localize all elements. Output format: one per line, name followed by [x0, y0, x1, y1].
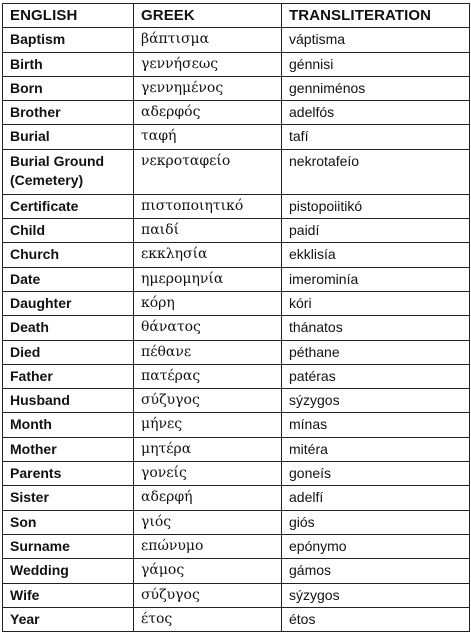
greek-term: θάνατος — [134, 316, 282, 340]
table-row — [3, 510, 470, 534]
table-row — [3, 364, 470, 388]
glossary-table — [2, 3, 470, 632]
transliteration-term: adelfí — [282, 486, 470, 510]
greek-term: γονείς — [134, 462, 282, 486]
english-term: Wedding — [3, 559, 134, 583]
greek-term: σύζυγος — [134, 389, 282, 413]
greek-term: έτος — [134, 607, 282, 631]
table-body — [3, 28, 470, 632]
table-row — [3, 583, 470, 607]
greek-term: κόρη — [134, 291, 282, 315]
table-row — [3, 316, 470, 340]
greek-term: μητέρα — [134, 437, 282, 461]
english-term: Father — [3, 364, 134, 388]
greek-term: αδερφός — [134, 101, 282, 125]
table-row — [3, 389, 470, 413]
english-term: Death — [3, 316, 134, 340]
transliteration-term: mitéra — [282, 437, 470, 461]
table-header — [3, 4, 470, 28]
greek-term: βάπτισμα — [134, 28, 282, 52]
greek-term: ταφή — [134, 125, 282, 149]
transliteration-term: nekrotafeío — [282, 149, 470, 194]
transliteration-term: paidí — [282, 219, 470, 243]
english-term: Burial Ground (Cemetery) — [3, 149, 134, 194]
english-term: Church — [3, 243, 134, 267]
table-row — [3, 559, 470, 583]
english-term: Died — [3, 340, 134, 364]
transliteration-term: tafí — [282, 125, 470, 149]
greek-term: εκκλησία — [134, 243, 282, 267]
english-term: Burial — [3, 125, 134, 149]
english-term: Month — [3, 413, 134, 437]
transliteration-term: epónymo — [282, 534, 470, 558]
english-term: Brother — [3, 101, 134, 125]
english-term: Child — [3, 219, 134, 243]
greek-term: παιδί — [134, 219, 282, 243]
table-row — [3, 243, 470, 267]
greek-term: γιός — [134, 510, 282, 534]
table-row — [3, 413, 470, 437]
table-row — [3, 340, 470, 364]
table-row — [3, 149, 470, 194]
transliteration-term: goneís — [282, 462, 470, 486]
greek-term: γεννημένος — [134, 76, 282, 100]
table-row — [3, 194, 470, 218]
transliteration-term: thánatos — [282, 316, 470, 340]
table-row — [3, 607, 470, 631]
greek-term: γάμος — [134, 559, 282, 583]
glossary-table-container — [2, 3, 469, 632]
header-transliteration: TRANSLITERATION — [282, 4, 470, 28]
table-row — [3, 462, 470, 486]
greek-term: μήνες — [134, 413, 282, 437]
transliteration-term: giós — [282, 510, 470, 534]
transliteration-term: imerominía — [282, 267, 470, 291]
table-row — [3, 486, 470, 510]
table-row — [3, 101, 470, 125]
english-term: Husband — [3, 389, 134, 413]
header-english: ENGLISH — [3, 4, 134, 28]
table-row — [3, 76, 470, 100]
english-term: Son — [3, 510, 134, 534]
header-greek: GREEK — [134, 4, 282, 28]
greek-term: σύζυγος — [134, 583, 282, 607]
greek-term: αδερφή — [134, 486, 282, 510]
transliteration-term: váptisma — [282, 28, 470, 52]
greek-term: επώνυμο — [134, 534, 282, 558]
english-term: Surname — [3, 534, 134, 558]
greek-term: ημερομηνία — [134, 267, 282, 291]
transliteration-term: étos — [282, 607, 470, 631]
english-term: Year — [3, 607, 134, 631]
english-term: Birth — [3, 52, 134, 76]
english-term: Sister — [3, 486, 134, 510]
english-term: Baptism — [3, 28, 134, 52]
transliteration-term: gámos — [282, 559, 470, 583]
transliteration-term: ekklisía — [282, 243, 470, 267]
header-row — [3, 4, 470, 28]
transliteration-term: kóri — [282, 291, 470, 315]
transliteration-term: adelfós — [282, 101, 470, 125]
english-term: Mother — [3, 437, 134, 461]
english-term: Born — [3, 76, 134, 100]
transliteration-term: sýzygos — [282, 389, 470, 413]
table-row — [3, 291, 470, 315]
table-row — [3, 534, 470, 558]
table-row — [3, 125, 470, 149]
greek-term: πατέρας — [134, 364, 282, 388]
transliteration-term: sýzygos — [282, 583, 470, 607]
greek-term: πέθανε — [134, 340, 282, 364]
transliteration-term: genniménos — [282, 76, 470, 100]
transliteration-term: mínas — [282, 413, 470, 437]
english-term: Wife — [3, 583, 134, 607]
table-row — [3, 28, 470, 52]
english-term: Certificate — [3, 194, 134, 218]
english-term: Daughter — [3, 291, 134, 315]
greek-term: νεκροταφείο — [134, 149, 282, 194]
english-term: Parents — [3, 462, 134, 486]
table-row — [3, 437, 470, 461]
table-row — [3, 219, 470, 243]
transliteration-term: péthane — [282, 340, 470, 364]
table-row — [3, 267, 470, 291]
table-row — [3, 52, 470, 76]
english-term: Date — [3, 267, 134, 291]
transliteration-term: pistopoiitikó — [282, 194, 470, 218]
transliteration-term: génnisi — [282, 52, 470, 76]
transliteration-term: patéras — [282, 364, 470, 388]
greek-term: πιστοποιητικό — [134, 194, 282, 218]
greek-term: γεννήσεως — [134, 52, 282, 76]
